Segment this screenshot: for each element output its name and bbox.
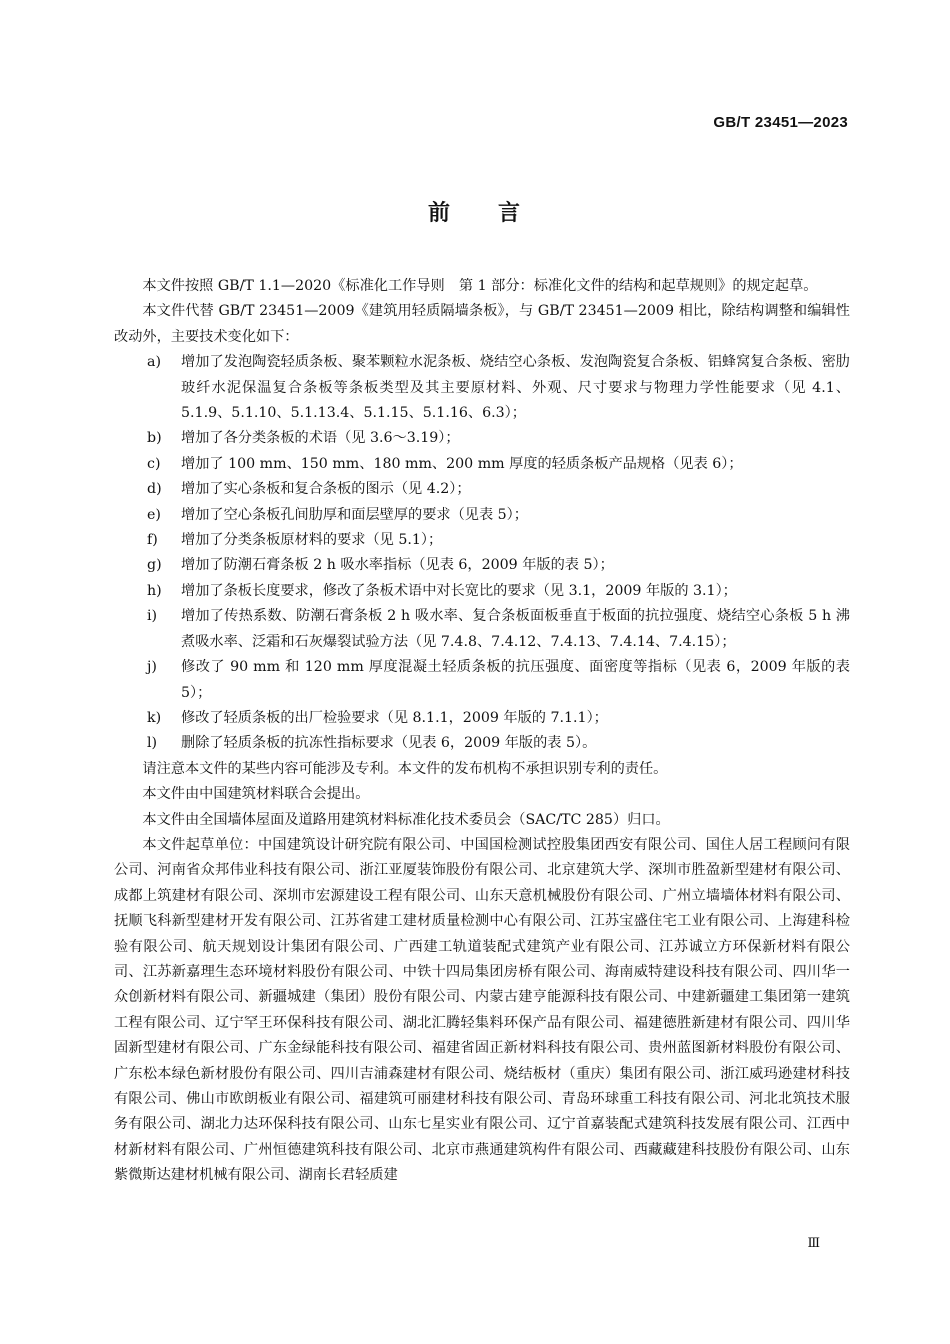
change-text: 修改了轻质条板的出厂检验要求（见 8.1.1，2009 年版的 7.1.1）；: [181, 709, 608, 726]
change-text: 增加了发泡陶瓷轻质条板、聚苯颗粒水泥条板、烧结空心条板、发泡陶瓷复合条板、铝蜂窝复合条板、密肋玻纤水泥保温复合条板等条板类型及其主要原材料、外观、尺寸要求与物理力学性能要求（见 4.1、5.1.9、5.1.10、5.1.13.4、5.1.15、5.1.16、6.3）；: [181, 354, 850, 422]
change-label: d): [147, 481, 162, 498]
change-text: 增加了条板长度要求，修改了条板术语中对长宽比的要求（见 3.1，2009 年版的 3.1）；: [181, 582, 737, 599]
change-text: 增加了实心条板和复合条板的图示（见 4.2）；: [181, 481, 471, 498]
change-label: j): [147, 659, 157, 676]
page-number: Ⅲ: [807, 1236, 820, 1251]
intro-paragraph: 本文件代替 GB/T 23451—2009《建筑用轻质隔墙条板》，与 GB/T 23451—2009 相比，除结构调整和编辑性改动外，主要技术变化如下：: [114, 303, 850, 345]
change-item: [114, 350, 850, 426]
page-title: [0, 196, 950, 227]
drafting-units-paragraph: 本文件起草单位：中国建筑设计研究院有限公司、中国国检测试控股集团西安有限公司、国住人居工程顾问有限公司、河南省众邦伟业科技有限公司、浙江亚厦装饰股份有限公司、北京建筑大学、深圳市胜盈新型建材有限公司、成都上筑建材有限公司、深圳市宏源建设工程有限公司、山东天意机械股份有限公司、广州立墙墙体材料有限公司、抚顺飞科新型建材开发有限公司、江苏省建工建材质量检测中心有限公司、江苏宝盛住宅工业有限公司、上海建科检验有限公司、航天规划设计集团有限公司、广西建工轨道装配式建筑产业有限公司、江苏诚立方环保新材料有限公司、江苏新嘉理生态环境材料股份有限公司、中铁十四局集团房桥有限公司、海南威特建设科技有限公司、四川华一众创新材料有限公司、新疆城建（集团）股份有限公司、内蒙古建亨能源科技有限公司、中建新疆建工集团第一建筑工程有限公司、辽宁罕王环保科技有限公司、湖北汇腾轻集料环保产品有限公司、福建德胜新建材有限公司、四川华固新型建材有限公司、广东金绿能科技有限公司、福建省固正新材料科技有限公司、贵州蓝图新材料股份有限公司、广东松本绿色新材股份有限公司、四川吉浦森建材有限公司、烧结板材（重庆）集团有限公司、浙江威玛逊建材科技有限公司、佛山市欧朗板业有限公司、福建筑可丽建材科技有限公司、青岛环球重工科技有限公司、河北北筑技术服务有限公司、湖北力达环保科技有限公司、山东七星实业有限公司、辽宁首嘉装配式建筑科技发展有限公司、江西中材新材料有限公司、广州恒德建筑科技有限公司、北京市燕通建筑构件有限公司、西藏藏建科技股份有限公司、山东紫微斯达建材机械有限公司、湖南长君轻质建: [114, 836, 850, 1184]
change-label: a): [147, 354, 161, 371]
committee-paragraph: 本文件由全国墙体屋面及道路用建筑材料标准化技术委员会（SAC/TC 285）归口。: [142, 811, 670, 828]
change-item: [114, 426, 850, 451]
change-label: e): [147, 506, 161, 523]
change-text: 修改了 90 mm 和 120 mm 厚度混凝土轻质条板的抗压强度、面密度等指标（见表 6，2009 年版的表 5）；: [181, 659, 850, 701]
change-item: [114, 604, 850, 655]
change-item: [114, 655, 850, 706]
change-item: [114, 553, 850, 578]
change-label: i): [147, 608, 158, 625]
title-char-2: 言: [498, 201, 523, 226]
change-item: [114, 528, 850, 553]
change-label: k): [147, 709, 162, 726]
change-item: [114, 731, 850, 756]
change-item: [114, 477, 850, 502]
standard-code: GB/T 23451—2023: [713, 114, 848, 131]
change-label: c): [147, 455, 161, 472]
change-text: 增加了空心条板孔间肋厚和面层壁厚的要求（见表 5）；: [181, 506, 528, 523]
change-label: g): [147, 557, 162, 574]
change-text: 增加了传热系数、防潮石膏条板 2 h 吸水率、复合条板面板垂直于板面的抗拉强度、烧结空心条板 5 h 沸煮吸水率、泛霜和石灰爆裂试验方法（见 7.4.8、7.4.12、7.4.13、7.4.14、7.4.15）；: [181, 608, 850, 650]
document-body: [114, 274, 850, 1189]
title-char-1: 前: [427, 201, 452, 226]
change-item: [114, 706, 850, 731]
change-text: 增加了 100 mm、150 mm、180 mm、200 mm 厚度的轻质条板产品规格（见表 6）；: [181, 455, 743, 472]
change-label: f): [147, 532, 158, 549]
change-label: h): [147, 582, 162, 599]
change-text: 删除了轻质条板的抗冻性指标要求（见表 6，2009 年版的表 5）。: [181, 735, 597, 752]
patent-notice: 请注意本文件的某些内容可能涉及专利。本文件的发布机构不承担识别专利的责任。: [142, 760, 668, 777]
change-item: [114, 503, 850, 528]
change-label: b): [147, 430, 162, 447]
intro-paragraph: 本文件按照 GB/T 1.1—2020《标准化工作导则 第 1 部分：标准化文件的结构和起草规则》的规定起草。: [142, 278, 818, 294]
technical-changes-list: [114, 350, 850, 757]
change-item: [114, 452, 850, 477]
change-text: 增加了防潮石膏条板 2 h 吸水率指标（见表 6，2009 年版的表 5）；: [181, 557, 614, 574]
change-label: l): [147, 735, 158, 752]
proposer-paragraph: 本文件由中国建筑材料联合会提出。: [142, 786, 370, 803]
change-text: 增加了各分类条板的术语（见 3.6～3.19）；: [181, 430, 460, 447]
change-text: 增加了分类条板原材料的要求（见 5.1）；: [181, 532, 443, 549]
change-item: [114, 579, 850, 604]
